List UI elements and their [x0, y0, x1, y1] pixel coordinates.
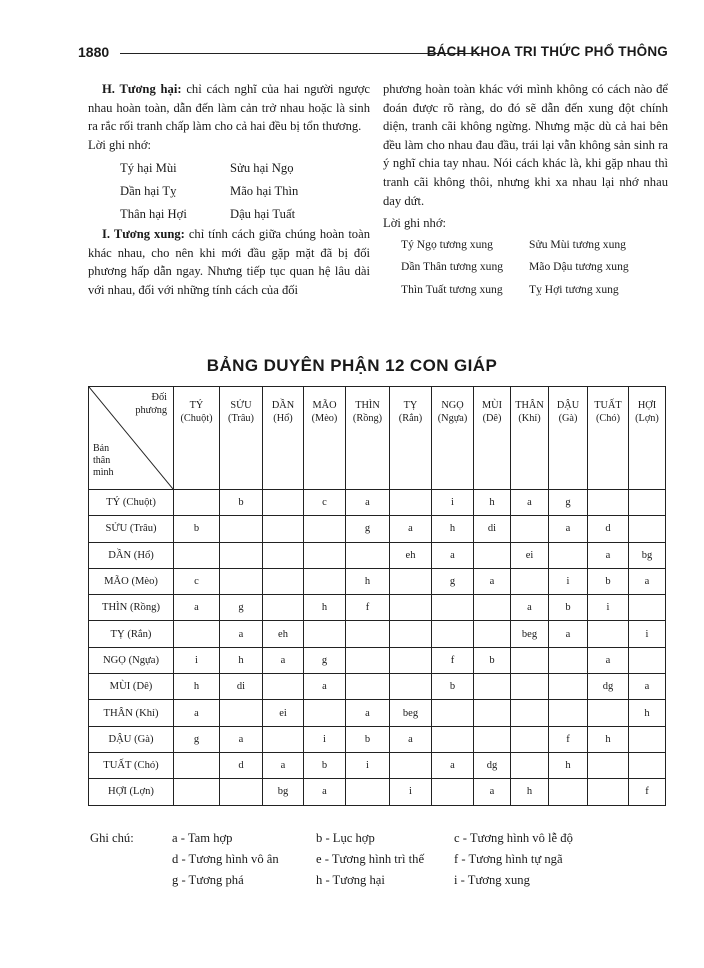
- table-cell: [390, 490, 432, 516]
- compatibility-table: [88, 386, 666, 806]
- column-header-animal: (Rồng): [352, 413, 383, 424]
- legend-item: h - Tương hại: [316, 873, 385, 887]
- table-cell: i: [390, 779, 432, 805]
- table-cell: [174, 779, 220, 805]
- table-cell: [474, 700, 511, 726]
- table-cell: [304, 700, 346, 726]
- table-cell: a: [629, 674, 666, 700]
- column-header-name: DẦN: [271, 400, 295, 411]
- column-header-animal: (Gà): [558, 413, 578, 424]
- table-cell: h: [629, 700, 666, 726]
- section-i-heading: I. Tương xung:: [102, 227, 185, 242]
- column-header-name: NGỌ: [441, 400, 464, 411]
- table-cell: i: [174, 647, 220, 673]
- section-i-continued: phương hoàn toàn khác với mình không có cách nào để đoán được rõ ràng, do đó sẽ dẫn đến xung đột chính diện, tranh cãi không ngừng. Nhưng mặc dù cả hai bên đều làm cho nhau đau đầu, trái lại vẫn không sản sinh ra ý nghĩ chia tay nhau. Nói cách khác là, khi gặp nhau thì tranh cãi không thôi, nhưng khi xa nhau lại nhớ nhau day dứt.: [383, 82, 668, 208]
- column-header-name: THÌN: [355, 400, 380, 411]
- memo-label-right: Lời ghi nhớ:: [383, 216, 446, 231]
- table-row: [89, 516, 666, 542]
- table-cell: [220, 542, 263, 568]
- table-cell: c: [304, 490, 346, 516]
- table-cell: [220, 779, 263, 805]
- tuong-hai-pairs: [120, 159, 370, 223]
- row-header: TÝ (Chuột): [89, 490, 174, 516]
- table-cell: g: [432, 568, 474, 594]
- table-cell: [474, 726, 511, 752]
- pair-item: Sửu Mùi tương xung: [529, 237, 626, 251]
- table-cell: g: [304, 647, 346, 673]
- table-cell: a: [220, 726, 263, 752]
- table-cell: [588, 700, 629, 726]
- table-cell: [511, 726, 549, 752]
- table-title: BẢNG DUYÊN PHẬN 12 CON GIÁP: [206, 356, 498, 375]
- table-cell: a: [174, 595, 220, 621]
- table-cell: [346, 779, 390, 805]
- table-cell: i: [549, 568, 588, 594]
- table-cell: eh: [390, 542, 432, 568]
- column-header: [346, 387, 390, 490]
- table-cell: [390, 647, 432, 673]
- column-header-animal: (Hổ): [273, 413, 293, 424]
- pair-item: Tý hại Mùi: [120, 161, 177, 176]
- table-cell: a: [511, 595, 549, 621]
- corner-column-label: Đối phương: [135, 392, 167, 416]
- table-cell: a: [474, 568, 511, 594]
- table-cell: b: [432, 674, 474, 700]
- table-cell: b: [474, 647, 511, 673]
- table-cell: [346, 542, 390, 568]
- table-row: [89, 779, 666, 805]
- table-cell: [511, 568, 549, 594]
- table-cell: f: [346, 595, 390, 621]
- table-row: [89, 647, 666, 673]
- section-i-text: chỉ tính cách giữa chúng hoàn toàn khác nhau, cho nên khi mới đầu gặp mặt đã bị đối phương hấp dẫn ngay. Nhưng tiếp tục quan hệ lâu dài với nhau, đối với những tính cách của đối: [88, 227, 370, 297]
- table-cell: [474, 542, 511, 568]
- table-cell: b: [220, 490, 263, 516]
- table-cell: [263, 726, 304, 752]
- table-cell: a: [263, 647, 304, 673]
- table-cell: i: [432, 490, 474, 516]
- row-header: HỢI (Lợn): [89, 779, 174, 805]
- table-cell: [474, 621, 511, 647]
- table-cell: [220, 700, 263, 726]
- column-header: [474, 387, 511, 490]
- column-header-animal: (Chuột): [180, 413, 213, 424]
- table-cell: [432, 726, 474, 752]
- column-header-animal: (Mèo): [311, 413, 338, 424]
- pair-item: Dần Thân tương xung: [401, 260, 504, 274]
- table-cell: di: [474, 516, 511, 542]
- table-cell: [304, 542, 346, 568]
- column-header-name: THÂN: [515, 400, 544, 411]
- table-cell: [549, 542, 588, 568]
- table-cell: ei: [511, 542, 549, 568]
- table-cell: dg: [474, 752, 511, 778]
- table-cell: a: [629, 568, 666, 594]
- column-header-name: DẬU: [556, 400, 580, 411]
- section-h-paragraph: [88, 80, 370, 136]
- table-cell: [549, 700, 588, 726]
- legend-item: a - Tam hợp: [172, 831, 233, 845]
- table-cell: [588, 779, 629, 805]
- table-cell: [588, 490, 629, 516]
- table-cell: [263, 595, 304, 621]
- legend-item: b - Lục hợp: [316, 831, 375, 845]
- table-cell: a: [588, 542, 629, 568]
- table-cell: [390, 752, 432, 778]
- table-cell: [263, 674, 304, 700]
- table-cell: i: [346, 752, 390, 778]
- column-header: [220, 387, 263, 490]
- table-row: [89, 700, 666, 726]
- table-cell: a: [549, 621, 588, 647]
- memo-label-left: Lời ghi nhớ:: [88, 137, 151, 152]
- table-cell: a: [511, 490, 549, 516]
- column-header-name: MÙI: [481, 400, 503, 411]
- table-cell: [174, 542, 220, 568]
- table-cell: b: [549, 595, 588, 621]
- table-cell: [511, 516, 549, 542]
- column-header-animal: (Ngựa): [437, 413, 468, 424]
- legend-item: e - Tương hình trì thế: [316, 852, 425, 866]
- table-cell: [304, 621, 346, 647]
- table-cell: [220, 568, 263, 594]
- table-cell: c: [174, 568, 220, 594]
- table-cell: eh: [263, 621, 304, 647]
- table-cell: [511, 647, 549, 673]
- table-header-row: [89, 387, 666, 490]
- table-cell: h: [304, 595, 346, 621]
- left-column: [88, 80, 370, 300]
- table-cell: [588, 621, 629, 647]
- table-cell: a: [263, 752, 304, 778]
- table-cell: [390, 621, 432, 647]
- right-column: [383, 80, 668, 300]
- table-cell: h: [549, 752, 588, 778]
- table-cell: h: [220, 647, 263, 673]
- table-cell: a: [346, 490, 390, 516]
- table-cell: f: [549, 726, 588, 752]
- table-cell: [263, 542, 304, 568]
- table-row: [89, 490, 666, 516]
- table-cell: a: [346, 700, 390, 726]
- page-header: [78, 44, 668, 64]
- pair-item: Tỵ Hợi tương xung: [529, 282, 619, 296]
- corner-row-label: Bản thân mình: [93, 443, 114, 478]
- pair-item: Mão hại Thìn: [230, 183, 299, 198]
- table-cell: [174, 752, 220, 778]
- table-cell: b: [346, 726, 390, 752]
- table-cell: g: [346, 516, 390, 542]
- table-cell: a: [174, 700, 220, 726]
- column-header-name: MÃO: [312, 400, 337, 411]
- table-cell: di: [220, 674, 263, 700]
- column-header: [549, 387, 588, 490]
- row-header: THÂN (Khỉ): [89, 700, 174, 726]
- row-header: TUẤT (Chó): [89, 752, 174, 778]
- table-cell: g: [549, 490, 588, 516]
- table-row: [89, 542, 666, 568]
- table-cell: [474, 595, 511, 621]
- table-cell: a: [432, 752, 474, 778]
- row-header: TỴ (Rắn): [89, 621, 174, 647]
- table-cell: [432, 621, 474, 647]
- table-cell: [346, 621, 390, 647]
- table-row: [89, 726, 666, 752]
- table-row: [89, 568, 666, 594]
- legend-item: d - Tương hình vô ân: [172, 852, 279, 866]
- section-h-heading: H. Tương hại:: [102, 82, 182, 96]
- table-cell: [263, 516, 304, 542]
- legend-notes: [90, 828, 680, 891]
- row-header: DẬU (Gà): [89, 726, 174, 752]
- table-cell: h: [346, 568, 390, 594]
- legend-item: g - Tương phá: [172, 873, 244, 887]
- table-row: [89, 595, 666, 621]
- table-cell: g: [220, 595, 263, 621]
- column-header-animal: (Rắn): [398, 413, 423, 424]
- table-row: [89, 674, 666, 700]
- pair-item: Sửu hại Ngọ: [230, 161, 294, 176]
- table-cell: [263, 490, 304, 516]
- table-cell: a: [304, 674, 346, 700]
- table-cell: a: [432, 542, 474, 568]
- table-corner-cell: [89, 387, 174, 490]
- section-i-paragraph: [88, 225, 370, 299]
- column-header: [432, 387, 474, 490]
- table-cell: [174, 621, 220, 647]
- column-header-name: TUẤT: [594, 400, 622, 411]
- column-header-name: SỬU: [230, 400, 252, 411]
- table-cell: [346, 647, 390, 673]
- table-cell: h: [474, 490, 511, 516]
- table-cell: [549, 674, 588, 700]
- table-cell: a: [549, 516, 588, 542]
- legend-item: i - Tương xung: [454, 873, 530, 887]
- section-h-text: chỉ cách nghĩ của hai người ngược nhau hoàn toàn, dẫn đến làm cản trở nhau hoặc là sinh ra rắc rối tranh chấp làm cho cả hai đều bị tổn thương.: [88, 82, 370, 134]
- row-header: SỬU (Trâu): [89, 516, 174, 542]
- column-header: [629, 387, 666, 490]
- pair-item: Thìn Tuất tương xung: [401, 282, 503, 296]
- column-header-animal: (Dê): [482, 413, 502, 424]
- table-cell: i: [588, 595, 629, 621]
- table-cell: [629, 752, 666, 778]
- table-cell: [629, 726, 666, 752]
- pair-item: Dậu hại Tuất: [230, 206, 296, 221]
- table-cell: [511, 674, 549, 700]
- row-header: MÃO (Mèo): [89, 568, 174, 594]
- row-header: THÌN (Rồng): [89, 595, 174, 621]
- table-cell: [629, 647, 666, 673]
- table-cell: f: [432, 647, 474, 673]
- table-cell: dg: [588, 674, 629, 700]
- table-cell: [174, 490, 220, 516]
- legend-item: c - Tương hình vô lễ độ: [454, 831, 573, 845]
- row-header: MÙI (Dê): [89, 674, 174, 700]
- table-cell: h: [511, 779, 549, 805]
- table-cell: [263, 568, 304, 594]
- column-header-name: TÝ: [189, 400, 204, 411]
- pair-item: Tý Ngọ tương xung: [401, 237, 493, 251]
- table-cell: bg: [263, 779, 304, 805]
- column-header-name: HỢI: [637, 400, 657, 411]
- column-header: [174, 387, 220, 490]
- table-cell: [549, 647, 588, 673]
- pair-item: Thân hại Hợi: [120, 206, 187, 221]
- column-header: [511, 387, 549, 490]
- table-cell: beg: [511, 621, 549, 647]
- table-cell: d: [588, 516, 629, 542]
- table-cell: [390, 674, 432, 700]
- pair-item: Mão Dậu tương xung: [529, 260, 629, 274]
- row-header: DẦN (Hổ): [89, 542, 174, 568]
- table-cell: a: [474, 779, 511, 805]
- table-cell: ei: [263, 700, 304, 726]
- table-row: [89, 621, 666, 647]
- table-cell: [588, 752, 629, 778]
- table-cell: b: [588, 568, 629, 594]
- table-cell: beg: [390, 700, 432, 726]
- table-cell: [474, 674, 511, 700]
- table-cell: a: [304, 779, 346, 805]
- table-cell: [390, 568, 432, 594]
- table-cell: i: [304, 726, 346, 752]
- table-row: [89, 752, 666, 778]
- column-header: [304, 387, 346, 490]
- column-header: [390, 387, 432, 490]
- column-header: [263, 387, 304, 490]
- table-cell: f: [629, 779, 666, 805]
- table-cell: [629, 490, 666, 516]
- table-cell: [511, 752, 549, 778]
- row-header: NGỌ (Ngựa): [89, 647, 174, 673]
- table-cell: [304, 568, 346, 594]
- table-cell: [304, 516, 346, 542]
- column-header-animal: (Trâu): [228, 413, 254, 424]
- table-cell: [346, 674, 390, 700]
- column-header-name: TỴ: [403, 400, 418, 411]
- table-cell: [432, 595, 474, 621]
- table-cell: b: [174, 516, 220, 542]
- column-header-animal: (Chó): [595, 413, 621, 424]
- tuong-xung-pairs: [401, 236, 668, 300]
- table-cell: a: [220, 621, 263, 647]
- table-cell: [432, 779, 474, 805]
- table-cell: [629, 595, 666, 621]
- pair-item: Dần hại Tỵ: [120, 183, 177, 198]
- table-cell: [390, 595, 432, 621]
- table-cell: g: [174, 726, 220, 752]
- table-cell: h: [432, 516, 474, 542]
- column-header: [588, 387, 629, 490]
- table-cell: [629, 516, 666, 542]
- table-cell: [511, 700, 549, 726]
- table-cell: h: [174, 674, 220, 700]
- notes-label: Ghi chú:: [90, 831, 134, 845]
- table-cell: i: [629, 621, 666, 647]
- column-header-animal: (Khỉ): [518, 413, 541, 424]
- column-header-animal: (Lợn): [635, 413, 659, 424]
- table-cell: d: [220, 752, 263, 778]
- table-cell: a: [390, 726, 432, 752]
- table-cell: a: [390, 516, 432, 542]
- page-number: 1880: [78, 44, 110, 60]
- table-cell: [432, 700, 474, 726]
- table-cell: bg: [629, 542, 666, 568]
- table-cell: [549, 779, 588, 805]
- legend-item: f - Tương hình tự ngã: [454, 852, 563, 866]
- table-cell: h: [588, 726, 629, 752]
- table-cell: b: [304, 752, 346, 778]
- table-cell: a: [588, 647, 629, 673]
- book-title: BÁCH KHOA TRI THỨC PHỔ THÔNG: [426, 44, 668, 59]
- table-cell: [220, 516, 263, 542]
